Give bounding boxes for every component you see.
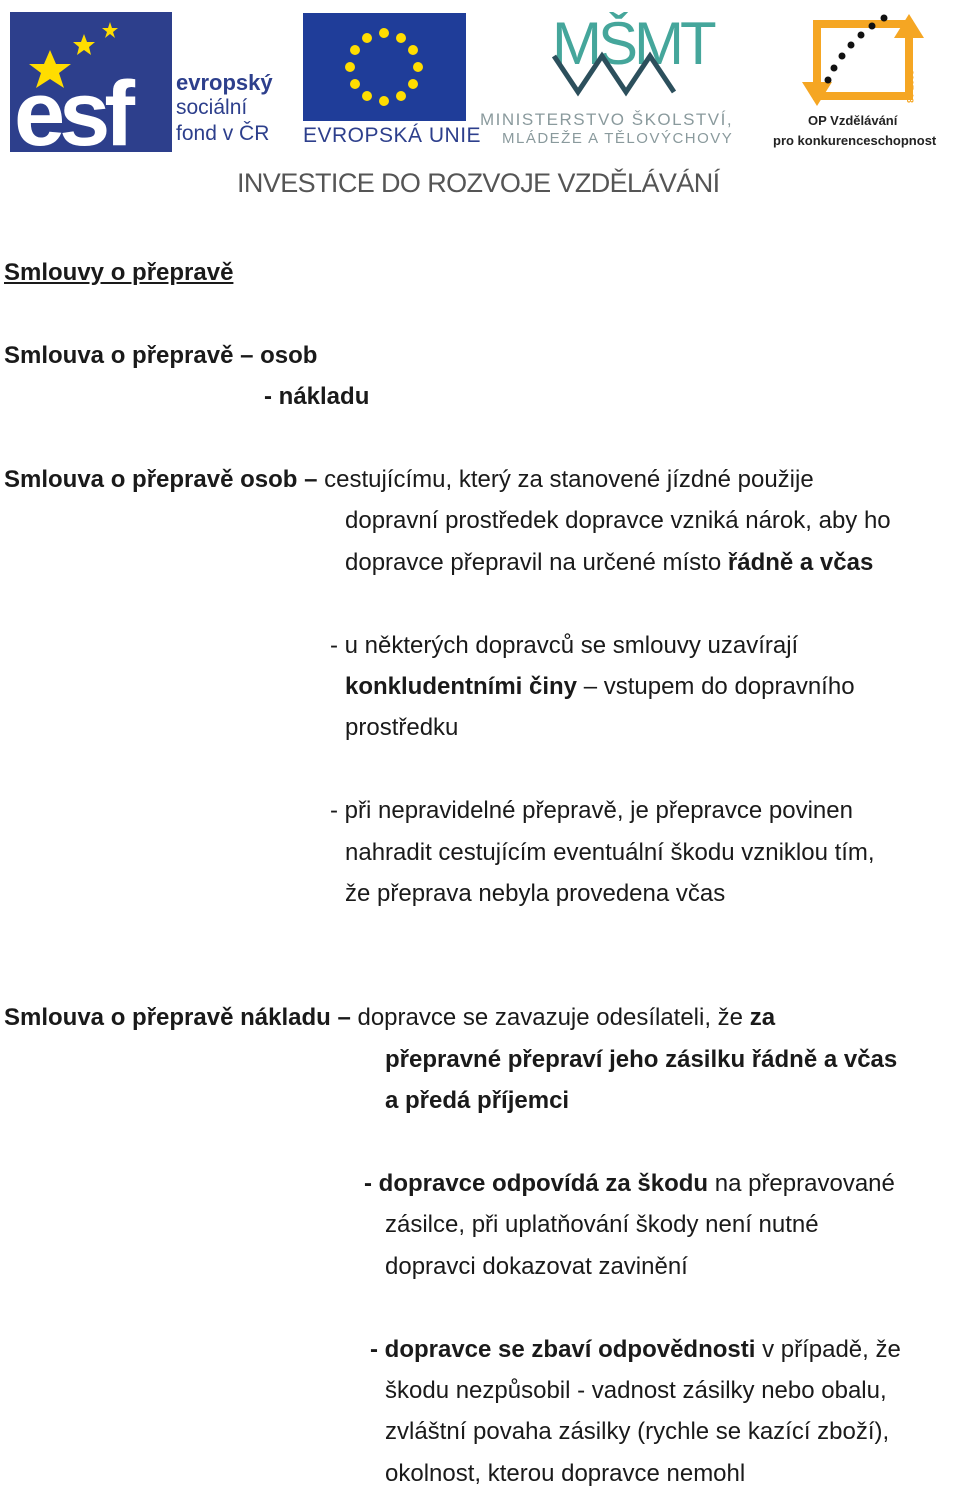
logo-header — [0, 0, 960, 210]
intro-line-2: - nákladu — [264, 383, 370, 410]
msmt-letters: MŠMT — [552, 12, 713, 77]
section2-point2-l4: okolnost, kterou dopravce nemohl — [385, 1460, 746, 1487]
section2-l3: a předá příjemci — [385, 1087, 570, 1114]
esf-line3: fond v ČR — [176, 122, 270, 145]
section1-line1 — [4, 459, 814, 500]
section2-p2-l1b: v případě, že — [755, 1336, 901, 1363]
section1-point2-l2: nahradit cestujícím eventuální škodu vzniklou tím, — [345, 839, 875, 866]
section2-l1a: dopravce se zavazuje odesílateli, že — [350, 1004, 750, 1031]
section1-point1-line2 — [345, 666, 855, 707]
section2-point2-line1 — [370, 1329, 901, 1370]
intro-line-1: Smlouva o přepravě – osob — [4, 342, 318, 369]
section1-point1-l3: prostředku — [345, 714, 459, 741]
section1-l3a: dopravce přepravil na určené místo — [345, 549, 728, 576]
section1-p1-l2a: konkludentními činy — [345, 673, 578, 700]
section2-point1-l3: dopravci dokazovat zavinění — [385, 1253, 688, 1280]
section2-p1-l1a: - dopravce odpovídá za škodu — [364, 1170, 709, 1197]
eu-name: EVROPSKÁ UNIE — [303, 124, 482, 147]
section2-point1-line1 — [364, 1163, 895, 1204]
section2-l1b: za — [749, 1004, 776, 1031]
section2-p2-l1a: - dopravce se zbaví odpovědnosti — [370, 1336, 756, 1363]
section1-l2: dopravní prostředek dopravce vzniká nárok, aby ho — [345, 507, 891, 534]
esf-letters: esf — [14, 63, 129, 152]
section2-l2: přepravné přepraví jeho zásilku řádně a včas — [385, 1046, 898, 1073]
section1-point2-l3: že přeprava nebyla provedena včas — [345, 880, 726, 907]
section1-lead: Smlouva o přepravě osob – — [4, 466, 318, 493]
section1-line3 — [345, 542, 873, 583]
section1-l3b: řádně a včas — [727, 549, 874, 576]
section1-p1-l2b: – vstupem do dopravního — [577, 673, 855, 700]
esf-line2: sociální — [176, 96, 248, 119]
op-line1: OP Vzdělávání — [808, 113, 898, 128]
page-title: Smlouvy o přepravě — [4, 259, 234, 286]
section1-l1: cestujícímu, který za stanovené jízdné použije — [324, 466, 814, 493]
section2-point2-l3: zvláštní povaha zásilky (rychle se kazící zboží), — [385, 1418, 890, 1445]
op-line2: pro konkurenceschopnost — [773, 133, 937, 148]
section2-point1-l2: zásilce, při uplatňování škody není nutné — [385, 1211, 819, 1238]
section2-point2-l2: škodu nezpůsobil - vadnost zásilky nebo obalu, — [385, 1377, 887, 1404]
section2-p1-l1b: na přepravované — [708, 1170, 895, 1197]
section1-point2-l1: - při nepravidelné přepravě, je přepravce povinen — [330, 797, 853, 824]
section1-point1-l1: - u některých dopravců se smlouvy uzavírají — [330, 632, 799, 659]
msmt-line1: MINISTERSTVO ŠKOLSTVÍ, — [480, 110, 734, 129]
tagline: INVESTICE DO ROZVOJE VZDĚLÁVÁNÍ — [237, 168, 720, 198]
esf-line1: evropský — [176, 70, 273, 95]
msmt-line2: MLÁDEŽE A TĚLOVÝCHOVY — [502, 130, 734, 147]
op-badge: 2007-13 — [905, 70, 915, 104]
section2-line1 — [4, 997, 775, 1038]
section2-lead: Smlouva o přepravě nákladu – — [4, 1004, 351, 1031]
